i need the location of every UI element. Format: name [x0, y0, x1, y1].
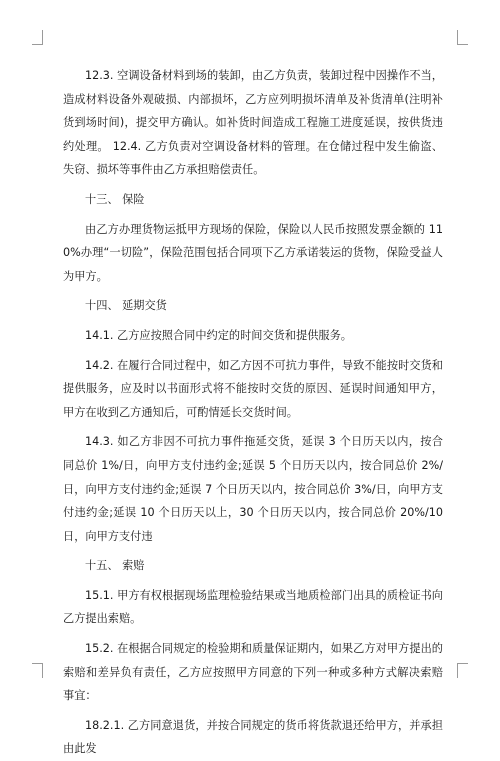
- document-body: [63, 64, 443, 761]
- clause-15-2: 15.2. 在根据合同规定的检验期和质量保证期内，如果乙方对甲方提出的索赔和差异负有责任，乙方应按照甲方同意的下列一种或多种方式解决索赔事宜：: [63, 642, 443, 703]
- clause-15-1: 15.1. 甲方有权根据现场监理检验结果或当地质检部门出具的质检证书向乙方提出索赔。: [63, 588, 443, 626]
- clause-14-1: 14.1. 乙方应按照合同中约定的时间交货和提供服务。: [85, 328, 352, 342]
- crop-mark-bottom-right: [457, 663, 468, 678]
- crop-mark-bottom-left: [32, 663, 43, 678]
- section-heading-claims: 十五、 索赔: [85, 559, 145, 573]
- clause-14-2: 14.2. 在履行合同过程中，如乙方因不可抗力事件，导致不能按时交货和提供服务，应及时以书面形式将不能按时交货的原因、延误时间通知甲方，甲方在收到乙方通知后，可酌情延长交货时间。: [63, 358, 443, 419]
- clause-14-3: 14.3. 如乙方非因不可抗力事件拖延交货，延误 3 个日历天以内，按合同总价 1%/日，向甲方支付违约金;延误 5 个日历天以内，按合同总价 2%/日，向甲方支付违约金;延误 7 个日历天以内，按合同总价 3%/日，向甲方支付违约金;延误 10 个日历天以上，30 个日历天以内，按合同总价 20%/10 日，向甲方支付违: [63, 435, 443, 543]
- clause-12-3-and-12-4: 12.3. 空调设备材料到场的装卸，由乙方负责，装卸过程中因操作不当，造成材料设备外观破损、内部损坏，乙方应列明损坏清单及补货清单(注明补货到场时间)，提交甲方确认。如补货时间造成工程施工进度延误，按供货违约处理。 12.4. 乙方负责对空调设备材料的管理。在仓储过程中发生偷盗、失窃、损坏等事件由乙方承担赔偿责任。: [63, 69, 443, 177]
- section-heading-delayed-delivery: 十四、 延期交货: [85, 299, 167, 313]
- clause-18-2-1: 18.2.1. 乙方同意退货，并按合同规定的货币将货款退还给甲方，并承担由此发: [63, 718, 443, 756]
- section-heading-insurance: 十三、 保险: [85, 192, 145, 206]
- crop-mark-top-left: [32, 30, 43, 45]
- crop-mark-top-right: [457, 30, 468, 45]
- insurance-paragraph: 由乙方办理货物运抵甲方现场的保险，保险以人民币按照发票金额的 110%办理“一切险”，保险范围包括合同项下乙方承诺装运的货物，保险受益人为甲方。: [63, 222, 443, 283]
